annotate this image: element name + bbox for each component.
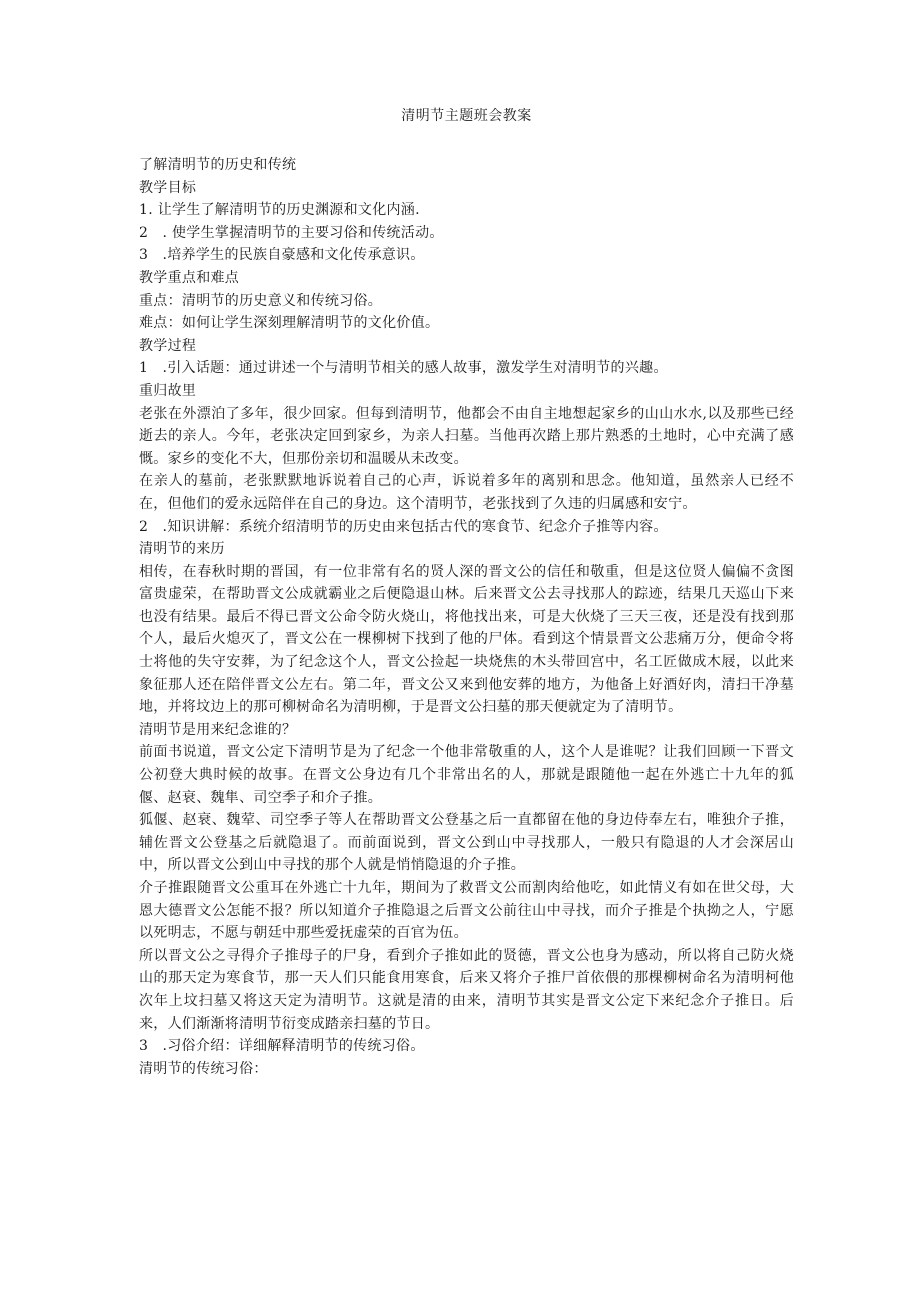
story-heading: 重归故里 — [139, 382, 197, 399]
goal-item-2: 2 . 使学生掌握清明节的主要习俗和传统活动。 — [139, 224, 444, 241]
section-heading-focus: 教学重点和难点 — [139, 269, 240, 286]
process-step-3: 3 .习俗介绍：详细解释清明节的传统习俗。 — [139, 1038, 425, 1055]
section-heading-intro: 了解清明节的历史和传统 — [139, 157, 297, 173]
goal-item-3: 3 .培养学生的民族自豪感和文化传承意识。 — [139, 247, 425, 264]
commemoration-paragraph-3: 介子推跟随晋文公重耳在外逃亡十九年，期间为了救晋文公而割肉给他吃，如此情义有如在世父母，大恩大德晋文公怎能不报？所以知道介子推隐退之后晋文公前往山中寻找，而介子推是个执拗之人，宁愿以死明志，不愿与朝廷中那些爱抚虚荣的百官为伍。 — [139, 880, 794, 942]
origin-paragraph: 相传，在春秋时期的晋国，有一位非常有名的贤人深的晋文公的信任和敬重，但是这位贤人偏偏不贪图富贵虚荣，在帮助晋文公成就霸业之后便隐退山林。后来晋文公去寻找那人的踪迹，结果几天巡山下来也没有结果。最后不得已晋文公命令防火烧山，将他找出来，可是大伙烧了三天三夜，还是没有找到那个人，最后火熄灭了，晋文公在一棵柳树下找到了他的尸体。看到这个情景晋文公悲痛万分，便命令将士将他的失守安葬，为了纪念这个人，晋文公捡起一块烧焦的木头带回宫中，名工匠做成木屐，以此来象征那人还在陪伴晋文公左右。第二年，晋文公又来到他安葬的地方，为他备上好酒好肉，清扫干净墓地，并将坟边上的那可柳树命名为清明柳，于是晋文公扫墓的那天便就定为了清明节。 — [139, 563, 794, 716]
story-paragraph-2: 在亲人的墓前，老张默默地诉说着自己的心声，诉说着多年的离别和思念。他知道，虽然亲人已经不在，但他们的爱永远陪伴在自己的身边。这个清明节，老张找到了久违的归属感和安宁。 — [139, 473, 794, 512]
story-paragraph-1: 老张在外漂泊了多年，很少回家。但每到清明节，他都会不由自主地想起家乡的山山水水,以及那些已经逝去的亲人。今年，老张决定回到家乡，为亲人扫墓。当他再次踏上那片熟悉的土地时，心中充满了感慨。家乡的变化不大，但那份亲切和温暖从未改变。 — [139, 405, 794, 467]
commemoration-heading: 清明节是用来纪念谁的？ — [139, 721, 297, 738]
section-heading-goals: 教学目标 — [139, 179, 197, 196]
focus-difficult-point: 难点：如何让学生深刻理解清明节的文化价值。 — [139, 315, 440, 332]
origin-heading: 清明节的来历 — [139, 541, 225, 558]
customs-heading: 清明节的传统习俗： — [139, 1060, 268, 1077]
commemoration-paragraph-2: 狐偃、赵衰、魏荤、司空季子等人在帮助晋文公登基之后一直都留在他的身边侍奉左右，唯独介子推，辅佐晋文公登基之后就隐退了。而前面说到，晋文公到山中寻找那人，一般只有隐退的人才会深居山中，所以晋文公到山中寻找的那个人就是悄悄隐退的介子推。 — [139, 812, 794, 874]
document-title: 清明节主题班会教案 — [401, 108, 532, 124]
process-step-1: 1 .引入话题：通过讲述一个与清明节相关的感人故事，激发学生对清明节的兴趣。 — [139, 360, 668, 377]
goal-item-1: 1. 让学生了解清明节的历史渊源和文化内涵. — [139, 202, 420, 219]
commemoration-paragraph-1: 前面书说道，晋文公定下清明节是为了纪念一个他非常敬重的人，这个人是谁呢？让我们回顾一下晋文公初登大典时候的故事。在晋文公身边有几个非常出名的人，那就是跟随他一起在外逃亡十九年的狐偃、赵衰、魏隼、司空季子和介子推。 — [139, 744, 794, 806]
section-heading-process: 教学过程 — [139, 337, 197, 354]
process-step-2: 2 .知识讲解：系统介绍清明节的历史由来包括古代的寒食节、纪念介子推等内容。 — [139, 518, 668, 535]
commemoration-paragraph-4: 所以晋文公之寻得介子推母子的尸身，看到介子推如此的贤德，晋文公也身为感动，所以将自己防火烧山的那天定为寒食节，那一天人们只能食用寒食，后来又将介子推尸首依偎的那棵柳树命名为清明柯他次年上坟扫墓又将这天定为清明节。这就是清的由来，清明节其实是晋文公定下来纪念介子推日。后来，人们渐渐将清明节衍变成踏亲扫墓的节日。 — [139, 947, 794, 1032]
document-page — [139, 100, 794, 1080]
focus-key-point: 重点：清明节的历史意义和传统习俗。 — [139, 292, 383, 309]
